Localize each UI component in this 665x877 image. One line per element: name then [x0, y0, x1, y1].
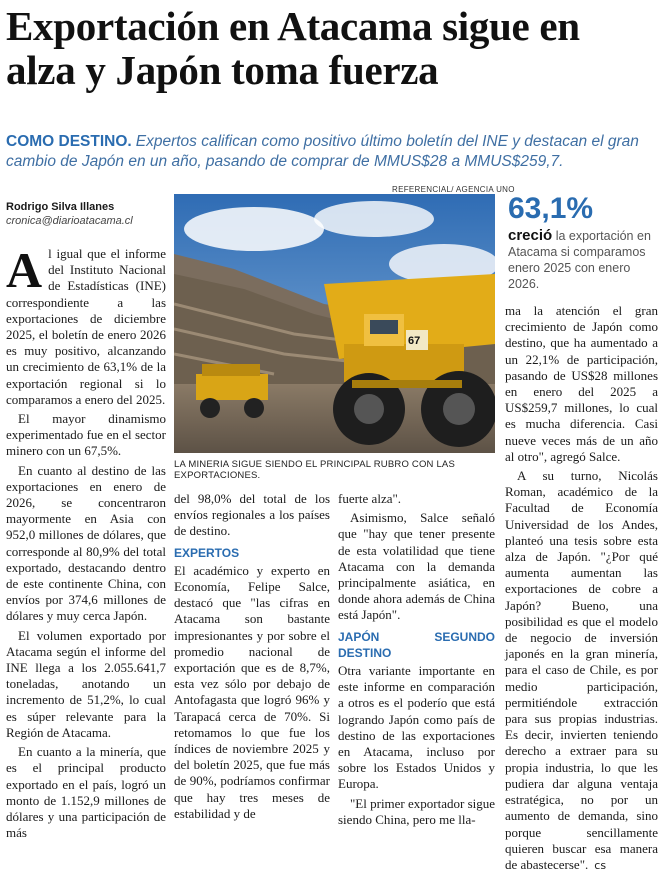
- stat-text: la exportación en Atacama si comparamos enero 2025 con enero 2026.: [508, 229, 651, 291]
- stat-description: [508, 228, 658, 292]
- paragraph-text: l igual que el informe del Instituto Nacional de Estadísticas (INE) correspondiente a las exportaciones de diciembre 2025, el boletín de enero 2026 es muy positivo, alcanzando un crecimiento de 63,1% de la exportación regional si lo comparamos a enero del 2025.: [6, 246, 166, 407]
- article-column-4: [505, 303, 658, 877]
- deck-text: Expertos califican como positivo último boletín del INE y destacan el gran cambio de Japón en un año, pasando de comprar de MMUS$28 a MMUS$259,7.: [6, 133, 639, 170]
- paragraph: Otra variante importante en este informe en comparación a otros es el poderío que está logrando Japón como país de destino de las exportaciones en Atacama, incluso por sobre los Estados Unidos y Europa.: [338, 663, 495, 792]
- subhead-japon: JAPÓN SEGUNDO DESTINO: [338, 629, 495, 660]
- paragraph: fuerte alza".: [338, 491, 402, 506]
- photo-credit: REFERENCIAL/ AGENCIA UNO: [392, 185, 515, 194]
- paragraph: El académico y experto en Economía, Felipe Salce, destacó que "las cifras en Atacama son bastante impresionantes y por sobre el promedio nacional de exportación que es de 8,7%, esta vez sólo por debajo de Antofagasta que logró 96% y Tarapacá cerca de 70%. Si retomamos lo que fue los índices de noviembre 2025 y del boletín 2025, que fue más de 90%, podríamos confirmar que hay tres meses de estabilidad y de: [174, 562, 330, 821]
- paragraph-text: A su turno, Nicolás Roman, académico de la Facultad de Economía Universidad de los Andes, planteó una tesis sobre esta alza de Japón. "¿Por qué aumenta aumentan las exportaciones de cobre a Japón? Bueno, una posibilidad es que el modelo de negocio de inversión japonés en la gran minería, para el caso de Chile, es por medio participación, permitiéndole extracción para sus propias industrias. Es decir, invierten teniendo derecho a extraer para su propia industria, lo que les pudiera dar alguna ventaja estratégica, no por un aumento de demanda, sino porque sencillamente quieren buscar esa manera de abastecerse".: [505, 468, 658, 872]
- svg-text:67: 67: [408, 335, 421, 347]
- paragraph: "El primer exportador sigue siendo China, pero me lla-: [338, 795, 496, 827]
- paragraph: El volumen exportado por Atacama según el informe del INE llega a los 2.055.641,7 toneladas, anotando un incremento de 51,2%, lo cual es súper relevante para la Región de Atacama.: [6, 627, 166, 740]
- paragraph: del 98,0% del total de los envíos regionales a los países de destino.: [174, 491, 330, 539]
- drop-cap: A: [6, 242, 43, 298]
- article-column-1: [6, 242, 166, 844]
- stat-keyword: creció: [508, 227, 553, 244]
- stat-callout: [508, 192, 658, 292]
- article-column-3: [338, 491, 495, 831]
- stat-value: 63,1%: [508, 192, 594, 225]
- paragraph: [505, 468, 658, 874]
- paragraph: En cuanto al destino de las exportaciones en enero de 2026, se concentraron mayormente en Asia con 952,0 millones de dólares, que corresponde al 80,9% del total exportado, destacando dentro de este continente China, con envíos por 374,6 millones de dólares y muy cerca Japón.: [6, 462, 166, 624]
- photo-caption: LA MINERIA SIGUE SIENDO EL PRINCIPAL RUBRO CON LAS EXPORTACIONES.: [174, 459, 455, 481]
- end-mark: cs: [594, 858, 607, 872]
- headline: Exportación en Atacama sigue en alza y Japón toma fuerza: [6, 3, 580, 93]
- paragraph: En cuanto a la minería, que es el principal producto exportado en el país, logró un monto de 1.152,9 millones de dólares y una participación de más: [6, 744, 166, 841]
- deck: [6, 132, 658, 172]
- paragraph: [6, 242, 166, 408]
- mining-truck-photo: [174, 194, 495, 453]
- byline-author: Rodrigo Silva Illanes: [6, 201, 115, 213]
- deck-lead: COMO DESTINO.: [6, 133, 132, 150]
- byline: [6, 200, 133, 228]
- paragraph: El mayor dinamismo experimentado fue en el sector minero con un 67,5%.: [6, 411, 166, 459]
- paragraph: Asimismo, Salce señaló que "hay que tener presente de esta volatilidad que tiene Atacama con la demanda principalmente asiática, en donde ahora además de China está Japón".: [338, 510, 495, 623]
- subhead-expertos: EXPERTOS: [174, 545, 240, 560]
- paragraph: ma la atención el gran crecimiento de Japón como destino, que ha aumentado a un 22,1% de participación, pasando de US$28 millones en enero del 2025 a US$259,7 millones, lo cual es mucha diferencia. Casi nueve veces más de un año al otro", agregó Salce.: [505, 303, 658, 464]
- byline-email: cronica@diarioatacama.cl: [6, 215, 133, 227]
- article-column-2: [174, 491, 330, 825]
